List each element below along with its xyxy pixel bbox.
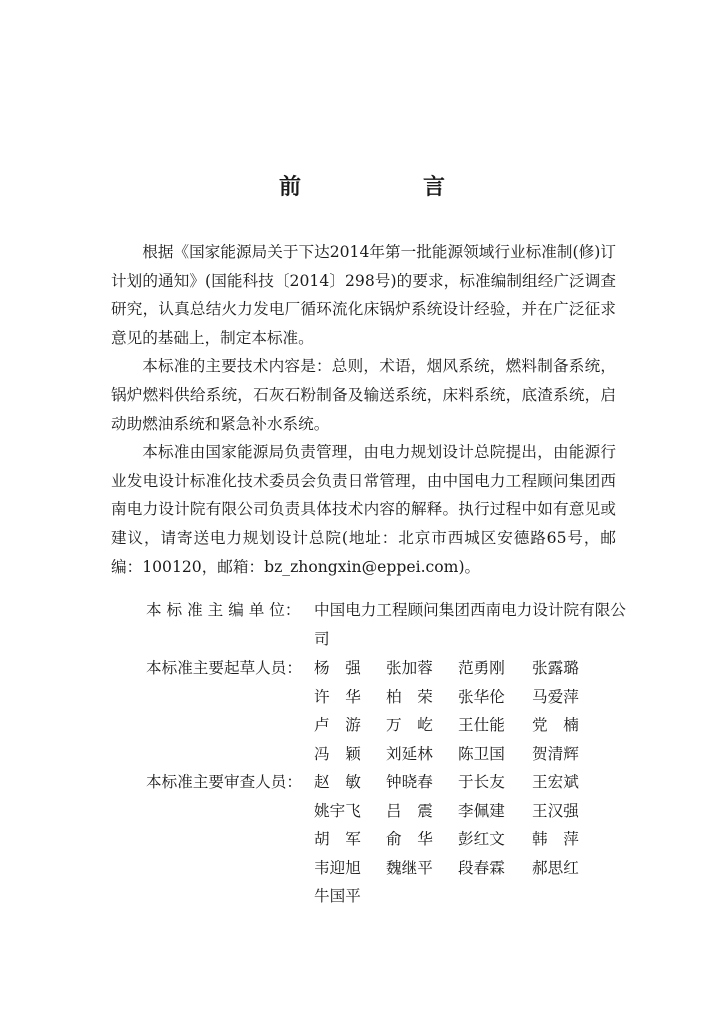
- drafter-name: 万 屹: [386, 716, 433, 735]
- reviewer-name: 郝思红: [532, 858, 579, 877]
- drafter-name: 范勇刚: [458, 659, 505, 677]
- drafter-name: 王仕能: [458, 716, 505, 735]
- drafter-name: 许 华: [314, 687, 361, 706]
- chief-editor-section: [146, 596, 626, 653]
- reviewer-name: 韦迎旭: [314, 858, 361, 877]
- preface-paragraph-3: 本标准由国家能源局负责管理，由电力规划设计总院提出，由能源行业发电设计标准化技术委员会负责日常管理，由中国电力工程顾问集团西南电力设计院有限公司负责具体技术内容的解释。执行过程中如有意见或建议，请寄送电力规划设计总院(地址：北京市西城区安德路65号，邮编：100120，邮箱：bz_zhongxin@eppei.com)。: [111, 443, 616, 576]
- reviewers-names: [314, 768, 626, 911]
- reviewers-section: [146, 768, 626, 911]
- reviewer-name: 吕 震: [386, 801, 433, 820]
- reviewer-name: 王汉强: [532, 801, 579, 820]
- drafter-name: 刘延林: [386, 744, 433, 763]
- page-title: 前 言: [278, 174, 495, 200]
- drafters-label: 本标准主要起草人员：: [146, 659, 302, 677]
- drafters-names: [314, 654, 626, 768]
- reviewer-name: 王宏斌: [532, 773, 579, 791]
- reviewer-name: 胡 军: [314, 830, 361, 849]
- chief-editor-label: 本 标 准 主 编 单 位：: [146, 601, 301, 619]
- preface-body: [111, 238, 616, 581]
- reviewer-name: 于长友: [458, 773, 505, 791]
- drafter-name: 卢 游: [314, 716, 361, 735]
- reviewer-name: 钟晓春: [386, 773, 433, 791]
- drafter-name: 柏 荣: [386, 687, 433, 706]
- preface-paragraph-1: 根据《国家能源局关于下达2014年第一批能源领域行业标准制(修)订计划的通知》(国能科技〔2014〕298号)的要求，标准编制组经广泛调查研究，认真总结火力发电厂循环流化床锅炉系统设计经验，并在广泛征求意见的基础上，制定本标准。: [111, 243, 616, 347]
- reviewer-name: 姚宇飞: [314, 801, 361, 820]
- reviewer-name: 魏继平: [386, 858, 433, 877]
- preface-paragraph-2: 本标准的主要技术内容是：总则，术语，烟风系统，燃料制备系统，锅炉燃料供给系统，石灰石粉制备及输送系统，床料系统，底渣系统，启动助燃油系统和紧急补水系统。: [111, 357, 616, 433]
- reviewer-name: 韩 萍: [532, 830, 579, 849]
- reviewer-name: 李佩建: [458, 801, 505, 820]
- chief-editor-value: 中国电力工程顾问集团西南电力设计院有限公司: [314, 601, 626, 648]
- drafters-section: [146, 654, 626, 768]
- reviewer-name: 俞 华: [386, 830, 433, 849]
- drafter-name: 张加蓉: [386, 659, 433, 677]
- drafter-name: 张华伦: [458, 687, 505, 706]
- reviewers-label: 本标准主要审查人员：: [146, 773, 302, 791]
- drafter-name: 冯 颖: [314, 744, 361, 763]
- drafter-name: 马爱萍: [532, 687, 579, 706]
- drafter-name: 贺清辉: [532, 744, 579, 763]
- drafter-name: 陈卫国: [458, 744, 505, 763]
- reviewer-name: 牛国平: [314, 887, 361, 906]
- reviewer-name: 彭红文: [458, 830, 505, 849]
- drafter-name: 张露璐: [532, 659, 579, 677]
- drafter-name: 党 楠: [532, 716, 579, 735]
- drafter-name: 杨 强: [314, 659, 361, 677]
- reviewer-name: 段春霖: [458, 858, 505, 877]
- reviewer-name: 赵 敏: [314, 773, 361, 791]
